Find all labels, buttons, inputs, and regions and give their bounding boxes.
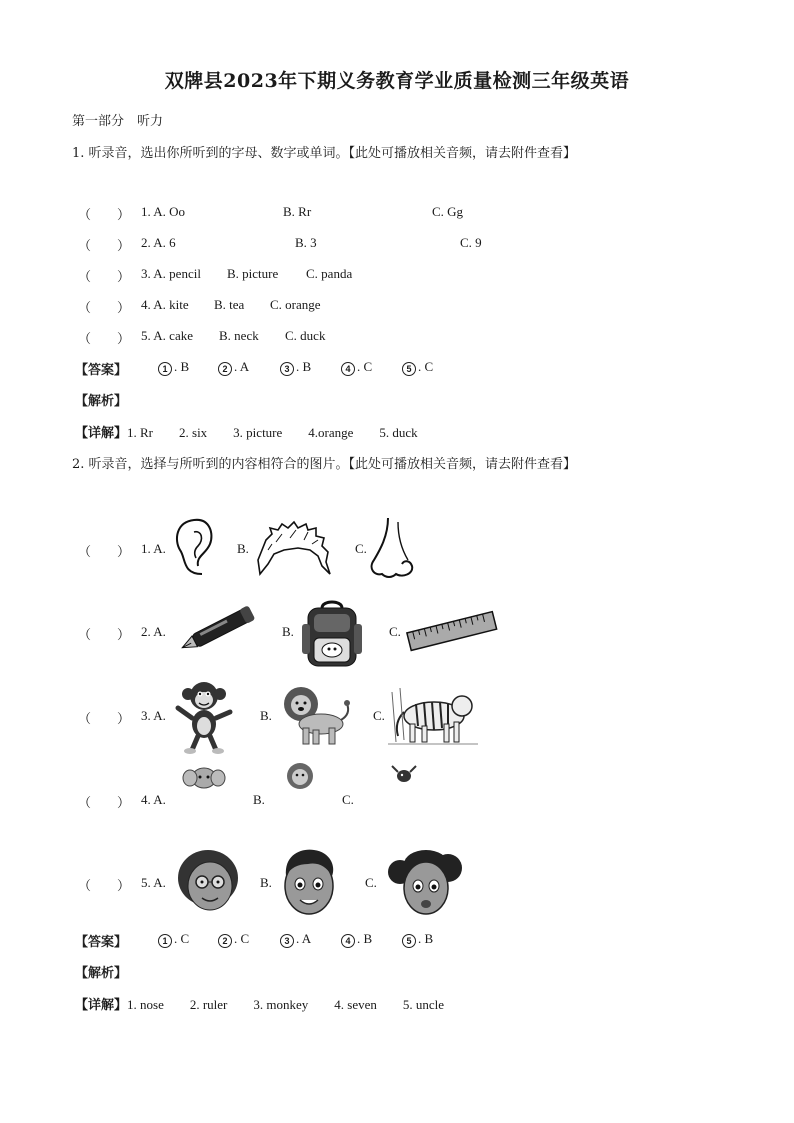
answer-item: 4 . B bbox=[341, 931, 372, 948]
hair-icon bbox=[254, 520, 332, 578]
q1-instruction: 1. 听录音，选出你所听到的字母、数字或单词。【此处可播放相关音频，请去附件查看】 bbox=[72, 146, 577, 161]
option-b: B. bbox=[260, 875, 272, 890]
analysis-label: 【解析】 bbox=[75, 966, 128, 981]
detail-line: 【详解】1. Rr 2. six 3. picture 4.orange 5. duck bbox=[75, 425, 418, 441]
nose-icon bbox=[368, 516, 418, 580]
answer-item: 2 . C bbox=[218, 931, 249, 948]
answer-blank[interactable]: （ ） bbox=[78, 712, 131, 727]
lion-icon bbox=[279, 684, 353, 748]
answer-blank[interactable]: （ ） bbox=[78, 270, 131, 285]
answer-blank[interactable]: （ ） bbox=[78, 628, 131, 643]
q2-instruction: 2. 听录音，选择与所听到的内容相符合的图片。【此处可播放相关音频，请去附件查看】 bbox=[72, 457, 577, 472]
option-b: B. 3 bbox=[295, 235, 317, 250]
answer-label: 【答案】 bbox=[75, 363, 128, 378]
option-a: 1. A. Oo bbox=[141, 204, 186, 219]
answer-item: 1 . C bbox=[158, 931, 189, 948]
option-b: B. picture bbox=[227, 266, 279, 281]
option-b: B. bbox=[253, 792, 265, 807]
answer-blank[interactable]: （ ） bbox=[78, 301, 131, 316]
option-c: C. orange bbox=[270, 297, 321, 312]
answer-blank[interactable]: （ ） bbox=[78, 239, 131, 254]
option-c: C. panda bbox=[306, 266, 353, 281]
option-a: 5. A. bbox=[141, 875, 166, 890]
option-c: C. duck bbox=[285, 328, 326, 343]
option-a: 4. A. kite bbox=[141, 297, 189, 312]
answer-blank[interactable]: （ ） bbox=[78, 208, 131, 223]
option-b: B. bbox=[282, 624, 294, 639]
option-a: 2. A. bbox=[141, 624, 166, 639]
answer-blank[interactable]: （ ） bbox=[78, 545, 131, 560]
analysis-label: 【解析】 bbox=[75, 394, 128, 409]
tiger-icon bbox=[388, 682, 478, 748]
answer-blank[interactable]: （ ） bbox=[78, 879, 131, 894]
option-c: C. 9 bbox=[460, 235, 482, 250]
option-c: C. Gg bbox=[432, 204, 464, 219]
option-a: 2. A. 6 bbox=[141, 235, 176, 250]
answer-item: 3 . A bbox=[280, 931, 311, 948]
ruler-icon bbox=[404, 606, 500, 658]
option-b: B. neck bbox=[219, 328, 259, 343]
option-a: 5. A. cake bbox=[141, 328, 193, 343]
girl-face-icon bbox=[384, 846, 466, 918]
pen-icon bbox=[172, 606, 262, 654]
answer-item: 1 . B bbox=[158, 359, 189, 376]
page-title: 双牌县2023年下期义务教育学业质量检测三年级英语 bbox=[164, 70, 630, 92]
number-ten-bird-icon bbox=[358, 764, 436, 836]
ear-icon bbox=[172, 516, 216, 578]
detail-line: 【详解】1. nose 2. ruler 3. monkey 4. seven 5. uncle bbox=[75, 997, 445, 1013]
option-c: C. bbox=[389, 624, 401, 639]
option-b: B. bbox=[237, 541, 249, 556]
grandma-face-icon bbox=[172, 848, 244, 916]
option-b: B. tea bbox=[214, 297, 245, 312]
answer-item: 4 . C bbox=[341, 359, 372, 376]
option-c: C. bbox=[365, 875, 377, 890]
answer-item: 5 . C bbox=[402, 359, 433, 376]
section-heading: 第一部分 听力 bbox=[72, 114, 164, 129]
option-a: 1. A. bbox=[141, 541, 166, 556]
number-five-elephant-icon bbox=[172, 766, 232, 834]
answer-item: 5 . B bbox=[402, 931, 433, 948]
option-c: C. bbox=[342, 792, 354, 807]
option-c: C. bbox=[355, 541, 367, 556]
option-a: 4. A. bbox=[141, 792, 166, 807]
option-a: 3. A. pencil bbox=[141, 266, 201, 281]
option-a: 3. A. bbox=[141, 708, 166, 723]
number-seven-lion-icon bbox=[270, 762, 326, 836]
monkey-icon bbox=[172, 678, 236, 754]
option-c: C. bbox=[373, 708, 385, 723]
option-b: B. Rr bbox=[283, 204, 312, 219]
answer-item: 3 . B bbox=[280, 359, 311, 376]
answer-item: 2 . A bbox=[218, 359, 249, 376]
option-b: B. bbox=[260, 708, 272, 723]
boy-face-icon bbox=[278, 846, 340, 918]
schoolbag-icon bbox=[300, 600, 364, 670]
answer-blank[interactable]: （ ） bbox=[78, 796, 131, 811]
answer-label: 【答案】 bbox=[75, 935, 128, 950]
answer-blank[interactable]: （ ） bbox=[78, 332, 131, 347]
